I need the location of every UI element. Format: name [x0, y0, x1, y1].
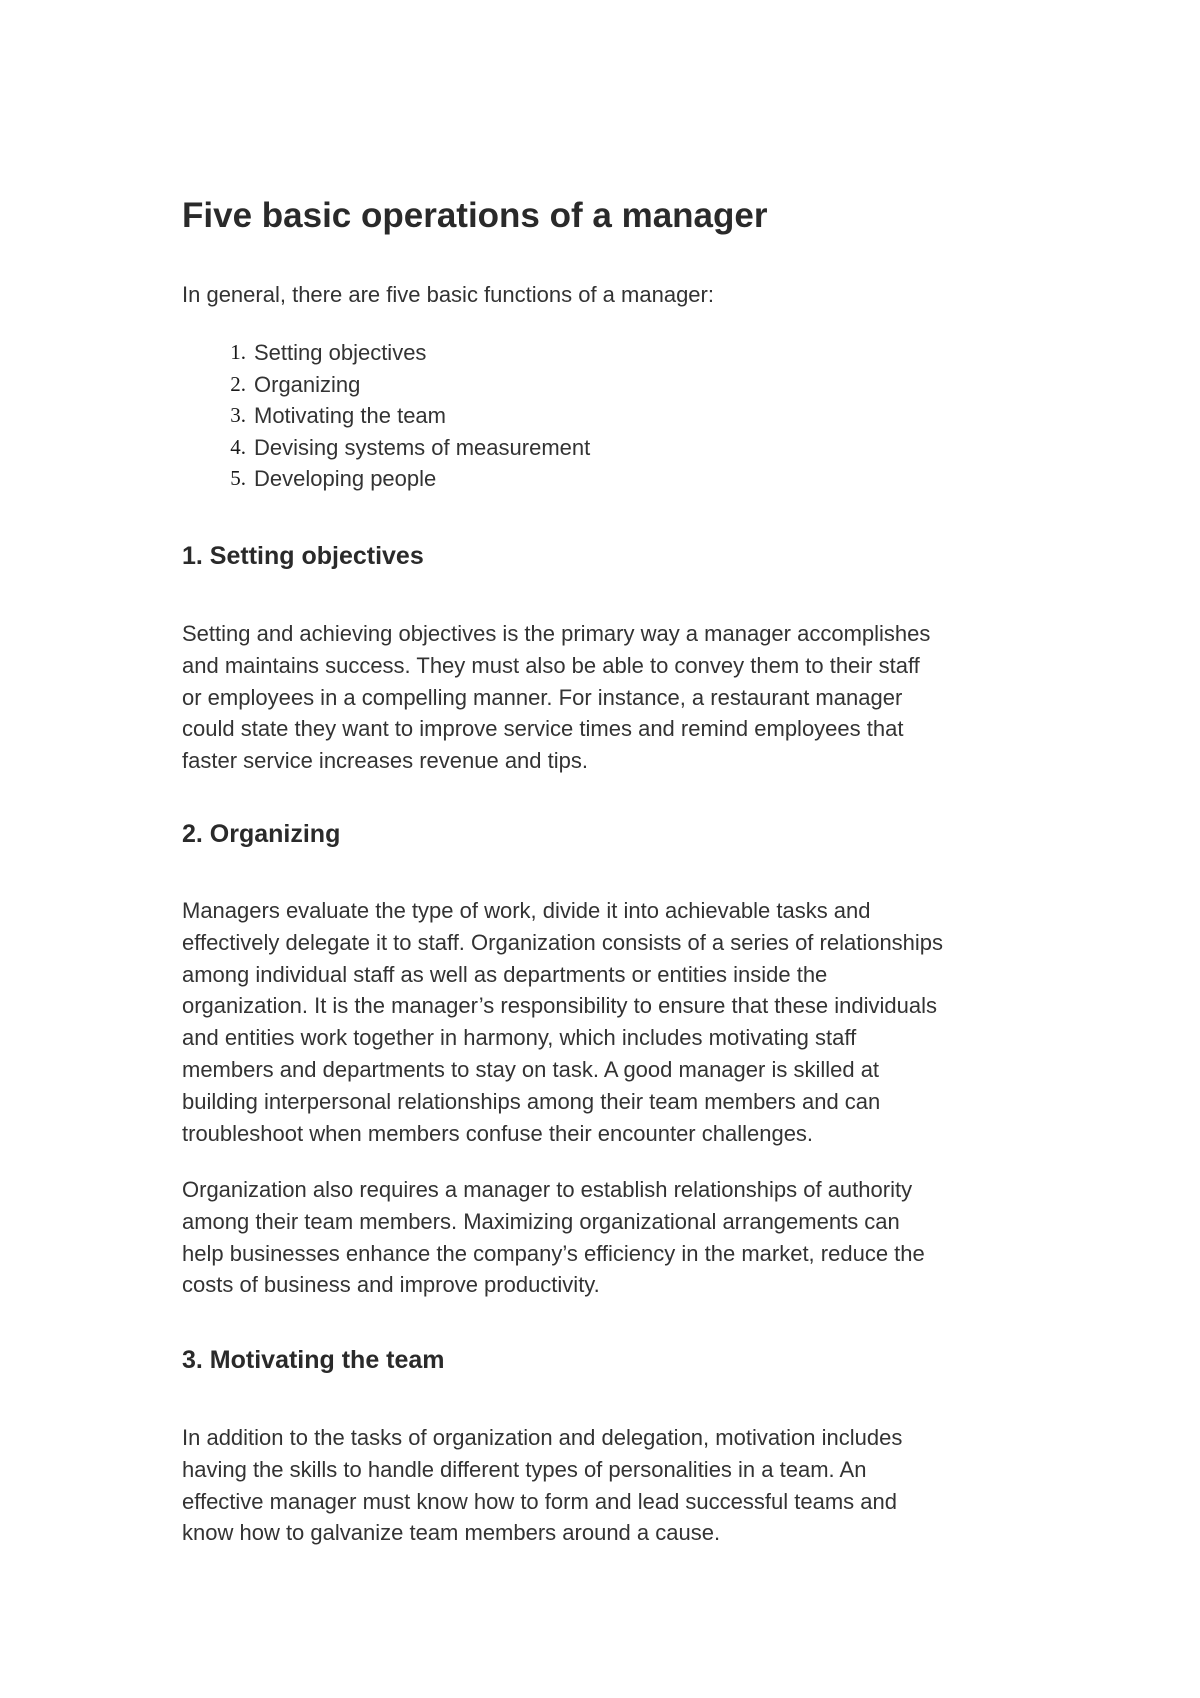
paragraph-line: effective manager must know how to form and lead successful teams and: [182, 1488, 897, 1514]
paragraph-organizing-1: [182, 895, 1042, 1149]
paragraph-setting-objectives: [182, 618, 1042, 777]
paragraph-line: troubleshoot when members confuse their encounter challenges.: [182, 1120, 814, 1146]
paragraph-line: Setting and achieving objectives is the primary way a manager accomplishes: [182, 621, 931, 646]
list-item-number: 4.: [230, 434, 246, 459]
paragraph-line: having the skills to handle different types of personalities in a team. An: [182, 1456, 867, 1482]
list-item: [182, 432, 590, 464]
paragraph-line: could state they want to improve service times and remind employees that: [182, 716, 904, 742]
paragraph-line: faster service increases revenue and tips.: [182, 748, 588, 774]
paragraph-line: among their team members. Maximizing organizational arrangements can: [182, 1208, 900, 1234]
paragraph-line: members and departments to stay on task. A good manager is skilled at: [182, 1056, 880, 1082]
list-item: [182, 337, 590, 369]
intro-text: In general, there are five basic functions of a manager:: [182, 282, 714, 307]
section-heading-organizing: 2. Organizing: [182, 820, 341, 848]
paragraph-motivating-the-team: [182, 1422, 1042, 1549]
paragraph-line: and entities work together in harmony, which includes motivating staff: [182, 1025, 857, 1051]
paragraph-line: costs of business and improve productivity.: [182, 1272, 600, 1298]
list-item-text: Developing people: [254, 466, 437, 491]
paragraph-line: among individual staff as well as departments or entities inside the: [182, 961, 828, 987]
paragraph-line: Organization also requires a manager to establish relationships of authority: [182, 1177, 913, 1202]
list-item: [182, 463, 590, 495]
section-heading-motivating-the-team: 3. Motivating the team: [182, 1346, 445, 1374]
paragraph-line: help businesses enhance the company’s efficiency in the market, reduce the: [182, 1240, 925, 1266]
list-item: [182, 369, 590, 401]
document-title: Five basic operations of a manager: [182, 196, 768, 235]
list-item-number: 5.: [230, 466, 246, 490]
paragraph-line: and maintains success. They must also be able to convey them to their staff: [182, 652, 920, 678]
list-item-number: 3.: [230, 403, 246, 427]
functions-list: [182, 337, 590, 495]
paragraph-line: organization. It is the manager’s responsibility to ensure that these individuals: [182, 993, 937, 1019]
list-item-number: 2.: [230, 371, 246, 396]
section-heading-setting-objectives: 1. Setting objectives: [182, 542, 424, 570]
list-item-text: Organizing: [254, 371, 361, 397]
paragraph-organizing-2: [182, 1174, 1042, 1301]
paragraph-line: Managers evaluate the type of work, divide it into achievable tasks and: [182, 898, 871, 923]
list-item: [182, 400, 590, 432]
paragraph-line: effectively delegate it to staff. Organization consists of a series of relationships: [182, 929, 944, 955]
list-item-text: Setting objectives: [254, 340, 427, 365]
list-item-text: Motivating the team: [254, 403, 446, 428]
paragraph-line: or employees in a compelling manner. For instance, a restaurant manager: [182, 684, 903, 710]
paragraph-line: building interpersonal relationships among their team members and can: [182, 1088, 881, 1114]
list-item-text: Devising systems of measurement: [254, 434, 591, 460]
paragraph-line: know how to galvanize team members around a cause.: [182, 1520, 721, 1546]
paragraph-line: In addition to the tasks of organization and delegation, motivation includes: [182, 1425, 903, 1450]
list-item-number: 1.: [230, 340, 246, 364]
